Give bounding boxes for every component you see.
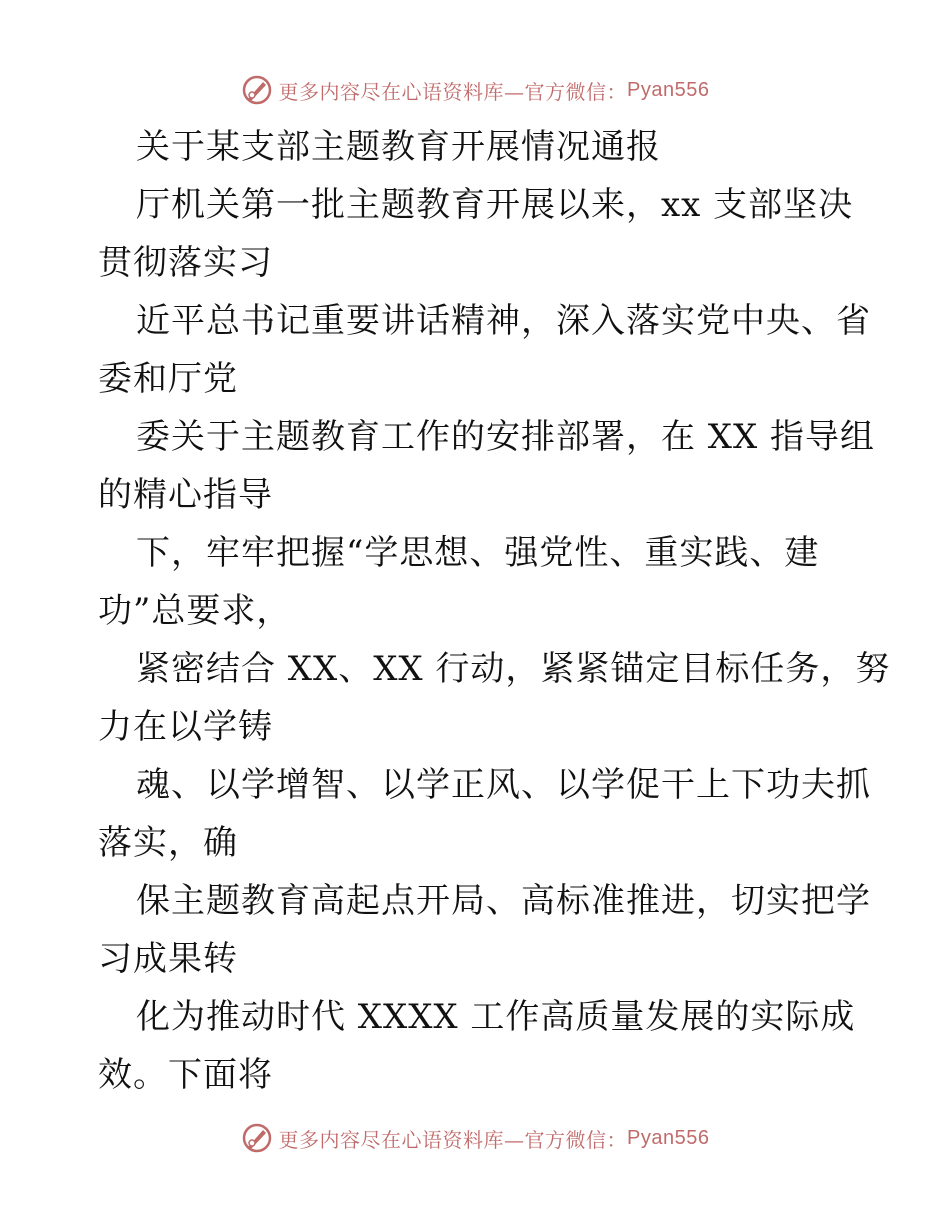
- paragraph-line: 下，牢牢把握“学思想、强党性、重实践、建: [136, 533, 820, 573]
- footer-banner: [0, 1118, 950, 1158]
- paragraph-line: 厅机关第一批主题教育开展以来，xx 支部坚决: [136, 185, 854, 225]
- paragraph-line: 落实，确: [98, 823, 238, 863]
- header-wechat-id: Pyan556: [627, 78, 710, 101]
- paragraph-line: 的精心指导: [98, 475, 273, 515]
- footer-wechat-id: Pyan556: [627, 1126, 710, 1149]
- quill-circle-logo-icon: [241, 74, 273, 106]
- paragraph-line: 魂、以学增智、以学正风、以学促干上下功夫抓: [136, 765, 871, 805]
- header-banner: [0, 70, 950, 110]
- paragraph-line: 化为推动时代 XXXX 工作高质量发展的实际成: [136, 997, 856, 1037]
- paragraph-line: 保主题教育高起点开局、高标准推进，切实把学: [136, 881, 871, 921]
- paragraph-line: 委关于主题教育工作的安排部署，在 XX 指导组: [136, 417, 876, 457]
- paragraph-line: 功”总要求，: [98, 591, 292, 631]
- paragraph-line: 贯彻落实习: [98, 243, 273, 283]
- paragraph-line: 力在以学铸: [98, 707, 273, 747]
- paragraph-line: 习成果转: [98, 939, 238, 979]
- paragraph-line: 紧密结合 XX、XX 行动，紧紧锚定目标任务，努: [136, 649, 891, 689]
- paragraph-line: 近平总书记重要讲话精神，深入落实党中央、省: [136, 301, 871, 341]
- paragraph-line: 效。下面将: [98, 1055, 273, 1095]
- footer-banner-text: 更多内容尽在心语资料库—官方微信：: [278, 1127, 628, 1152]
- document-title: 关于某支部主题教育开展情况通报: [136, 127, 661, 167]
- document-body: [98, 118, 891, 1104]
- quill-circle-logo-icon: [241, 1122, 273, 1154]
- paragraph-line: 委和厅党: [98, 359, 238, 399]
- header-banner-text: 更多内容尽在心语资料库—官方微信：: [278, 79, 628, 104]
